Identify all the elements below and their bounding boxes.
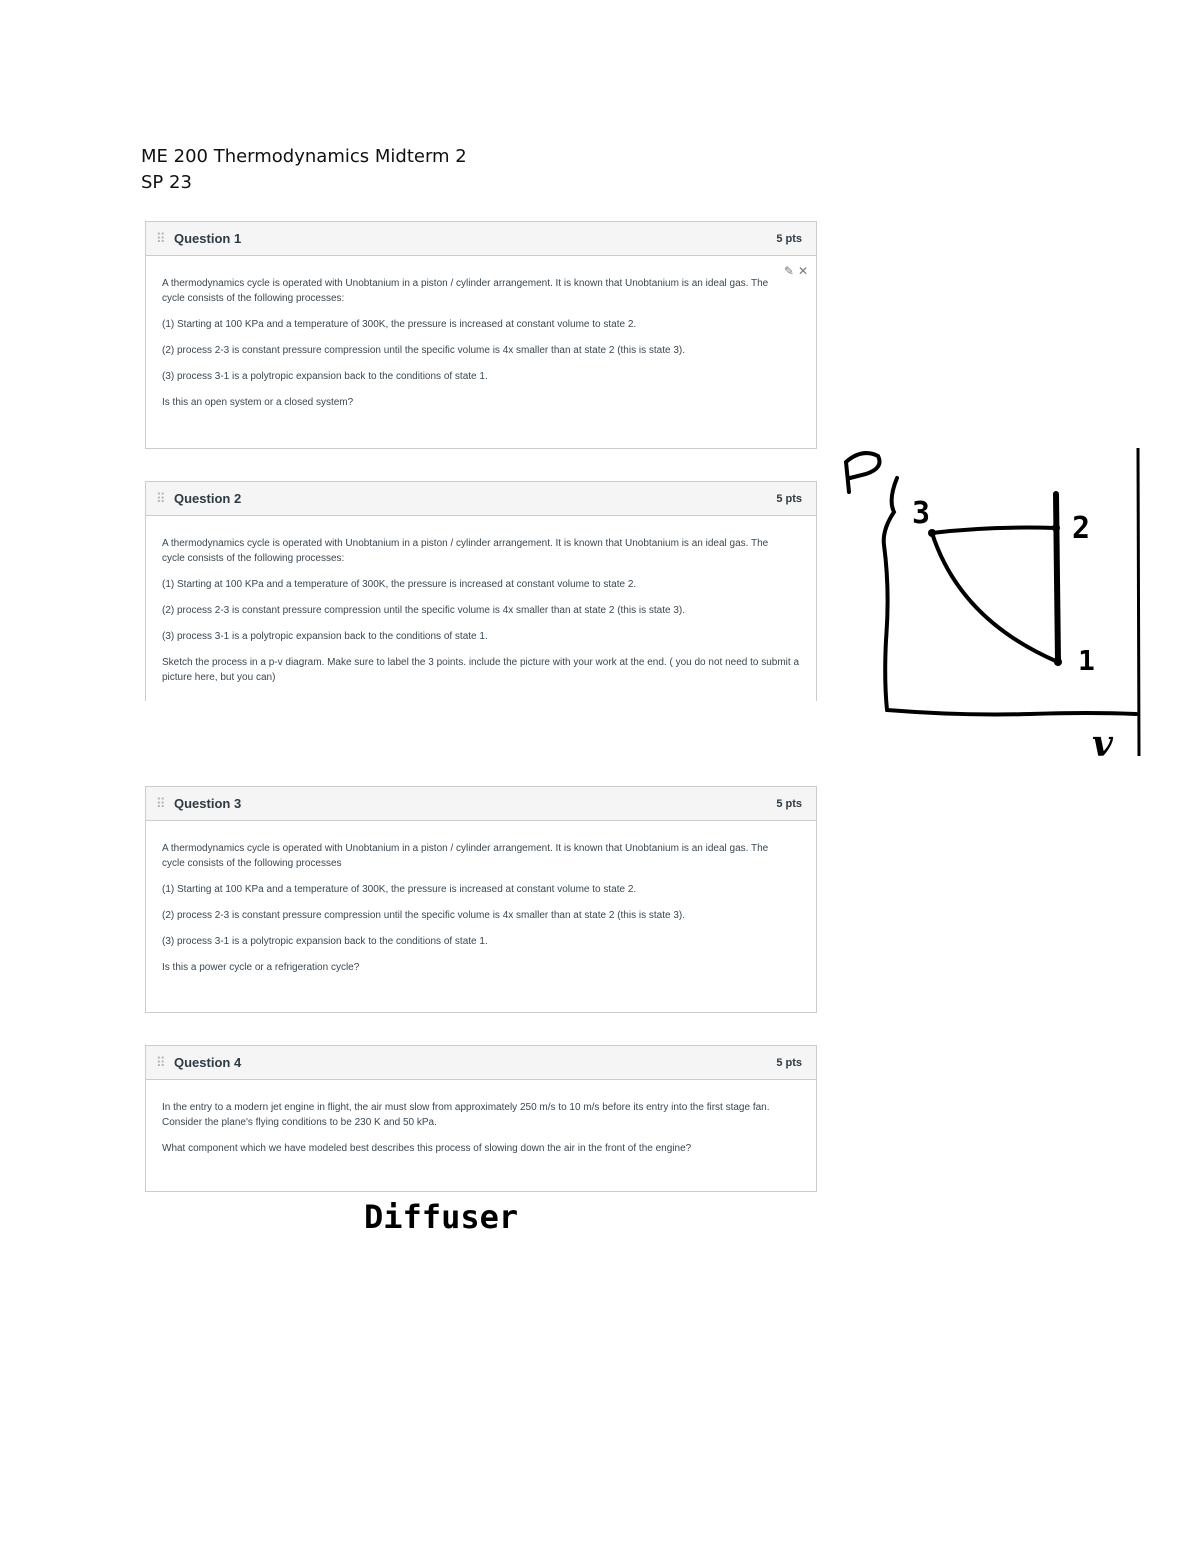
- question-points: 5 pts: [776, 797, 802, 810]
- close-icon[interactable]: ✕: [797, 264, 808, 278]
- question-paragraph: (1) Starting at 100 KPa and a temperature of 300K, the pressure is increased at constant volume to state 2.: [162, 579, 637, 590]
- drag-handle-icon[interactable]: ⠿: [156, 1054, 165, 1070]
- question-paragraph: (3) process 3-1 is a polytropic expansion back to the conditions of state 1.: [162, 371, 488, 382]
- question-points: 5 pts: [776, 232, 802, 245]
- label-v: v: [1092, 723, 1113, 765]
- question-paragraph: Is this an open system or a closed system?: [162, 397, 354, 408]
- question-paragraph: (3) process 3-1 is a polytropic expansion back to the conditions of state 1.: [162, 631, 488, 642]
- question-paragraph: A thermodynamics cycle is operated with Unobtanium in a piston / cylinder arrangement. It is known that Unobtanium is an ideal gas. The cycle consists of the following processes:: [162, 278, 769, 304]
- p-axis-line: [884, 478, 897, 710]
- process-1-2: [1056, 494, 1058, 662]
- question-name: Question 3: [174, 796, 242, 811]
- question-paragraph: In the entry to a modern jet engine in flight, the air must slow from approximately 250 m/s to 10 m/s before its entry into the first stage fan. Consider the plane's flying conditions to be 230 K and 50 kPa.: [162, 1102, 770, 1128]
- question-points: 5 pts: [776, 1056, 802, 1069]
- frame-line: [1138, 448, 1139, 756]
- label-1: 1: [1078, 644, 1095, 677]
- question-paragraph: (1) Starting at 100 KPa and a temperature of 300K, the pressure is increased at constant volume to state 2.: [162, 884, 637, 895]
- label-3: 3: [912, 496, 931, 531]
- question-paragraph: What component which we have modeled best describes this process of slowing down the air in the front of the engine?: [162, 1143, 692, 1154]
- question-paragraph: (1) Starting at 100 KPa and a temperature of 300K, the pressure is increased at constant volume to state 2.: [162, 319, 637, 330]
- handwritten-answer: Diffuser: [364, 1198, 519, 1236]
- title-line-2: SP 23: [141, 172, 192, 193]
- state-point-2: [1052, 524, 1060, 532]
- title-line-1: ME 200 Thermodynamics Midterm 2: [141, 146, 467, 167]
- p-axis-glyph: [846, 453, 880, 492]
- pencil-icon[interactable]: ✎: [783, 264, 794, 278]
- question-name: Question 4: [174, 1055, 242, 1070]
- question-name: Question 1: [174, 231, 242, 246]
- drag-handle-icon[interactable]: ⠿: [156, 230, 165, 246]
- question-paragraph: Is this a power cycle or a refrigeration cycle?: [162, 962, 360, 973]
- question-paragraph: Sketch the process in a p-v diagram. Make sure to label the 3 points. include the picture with your work at the end. ( you do not need to submit a picture here, but you can): [162, 657, 800, 683]
- question-paragraph: A thermodynamics cycle is operated with Unobtanium in a piston / cylinder arrangement. It is known that Unobtanium is an ideal gas. The cycle consists of the following processes: [162, 843, 769, 869]
- question-points: 5 pts: [776, 492, 802, 505]
- state-point-1: [1054, 658, 1062, 666]
- drag-handle-icon[interactable]: ⠿: [156, 490, 165, 506]
- question-paragraph: A thermodynamics cycle is operated with Unobtanium in a piston / cylinder arrangement. It is known that Unobtanium is an ideal gas. The cycle consists of the following processes:: [162, 538, 769, 564]
- question-name: Question 2: [174, 491, 242, 506]
- question-paragraph: (3) process 3-1 is a polytropic expansion back to the conditions of state 1.: [162, 936, 488, 947]
- question-paragraph: (2) process 2-3 is constant pressure compression until the specific volume is 4x smaller than at state 2 (this is state 3).: [162, 910, 685, 921]
- question-paragraph: (2) process 2-3 is constant pressure compression until the specific volume is 4x smaller than at state 2 (this is state 3).: [162, 605, 685, 616]
- process-3-1: [932, 533, 1058, 662]
- question-paragraph: (2) process 2-3 is constant pressure compression until the specific volume is 4x smaller than at state 2 (this is state 3).: [162, 345, 685, 356]
- process-2-3: [932, 528, 1056, 533]
- label-2: 2: [1072, 511, 1091, 546]
- drag-handle-icon[interactable]: ⠿: [156, 795, 165, 811]
- v-axis-line: [887, 710, 1136, 715]
